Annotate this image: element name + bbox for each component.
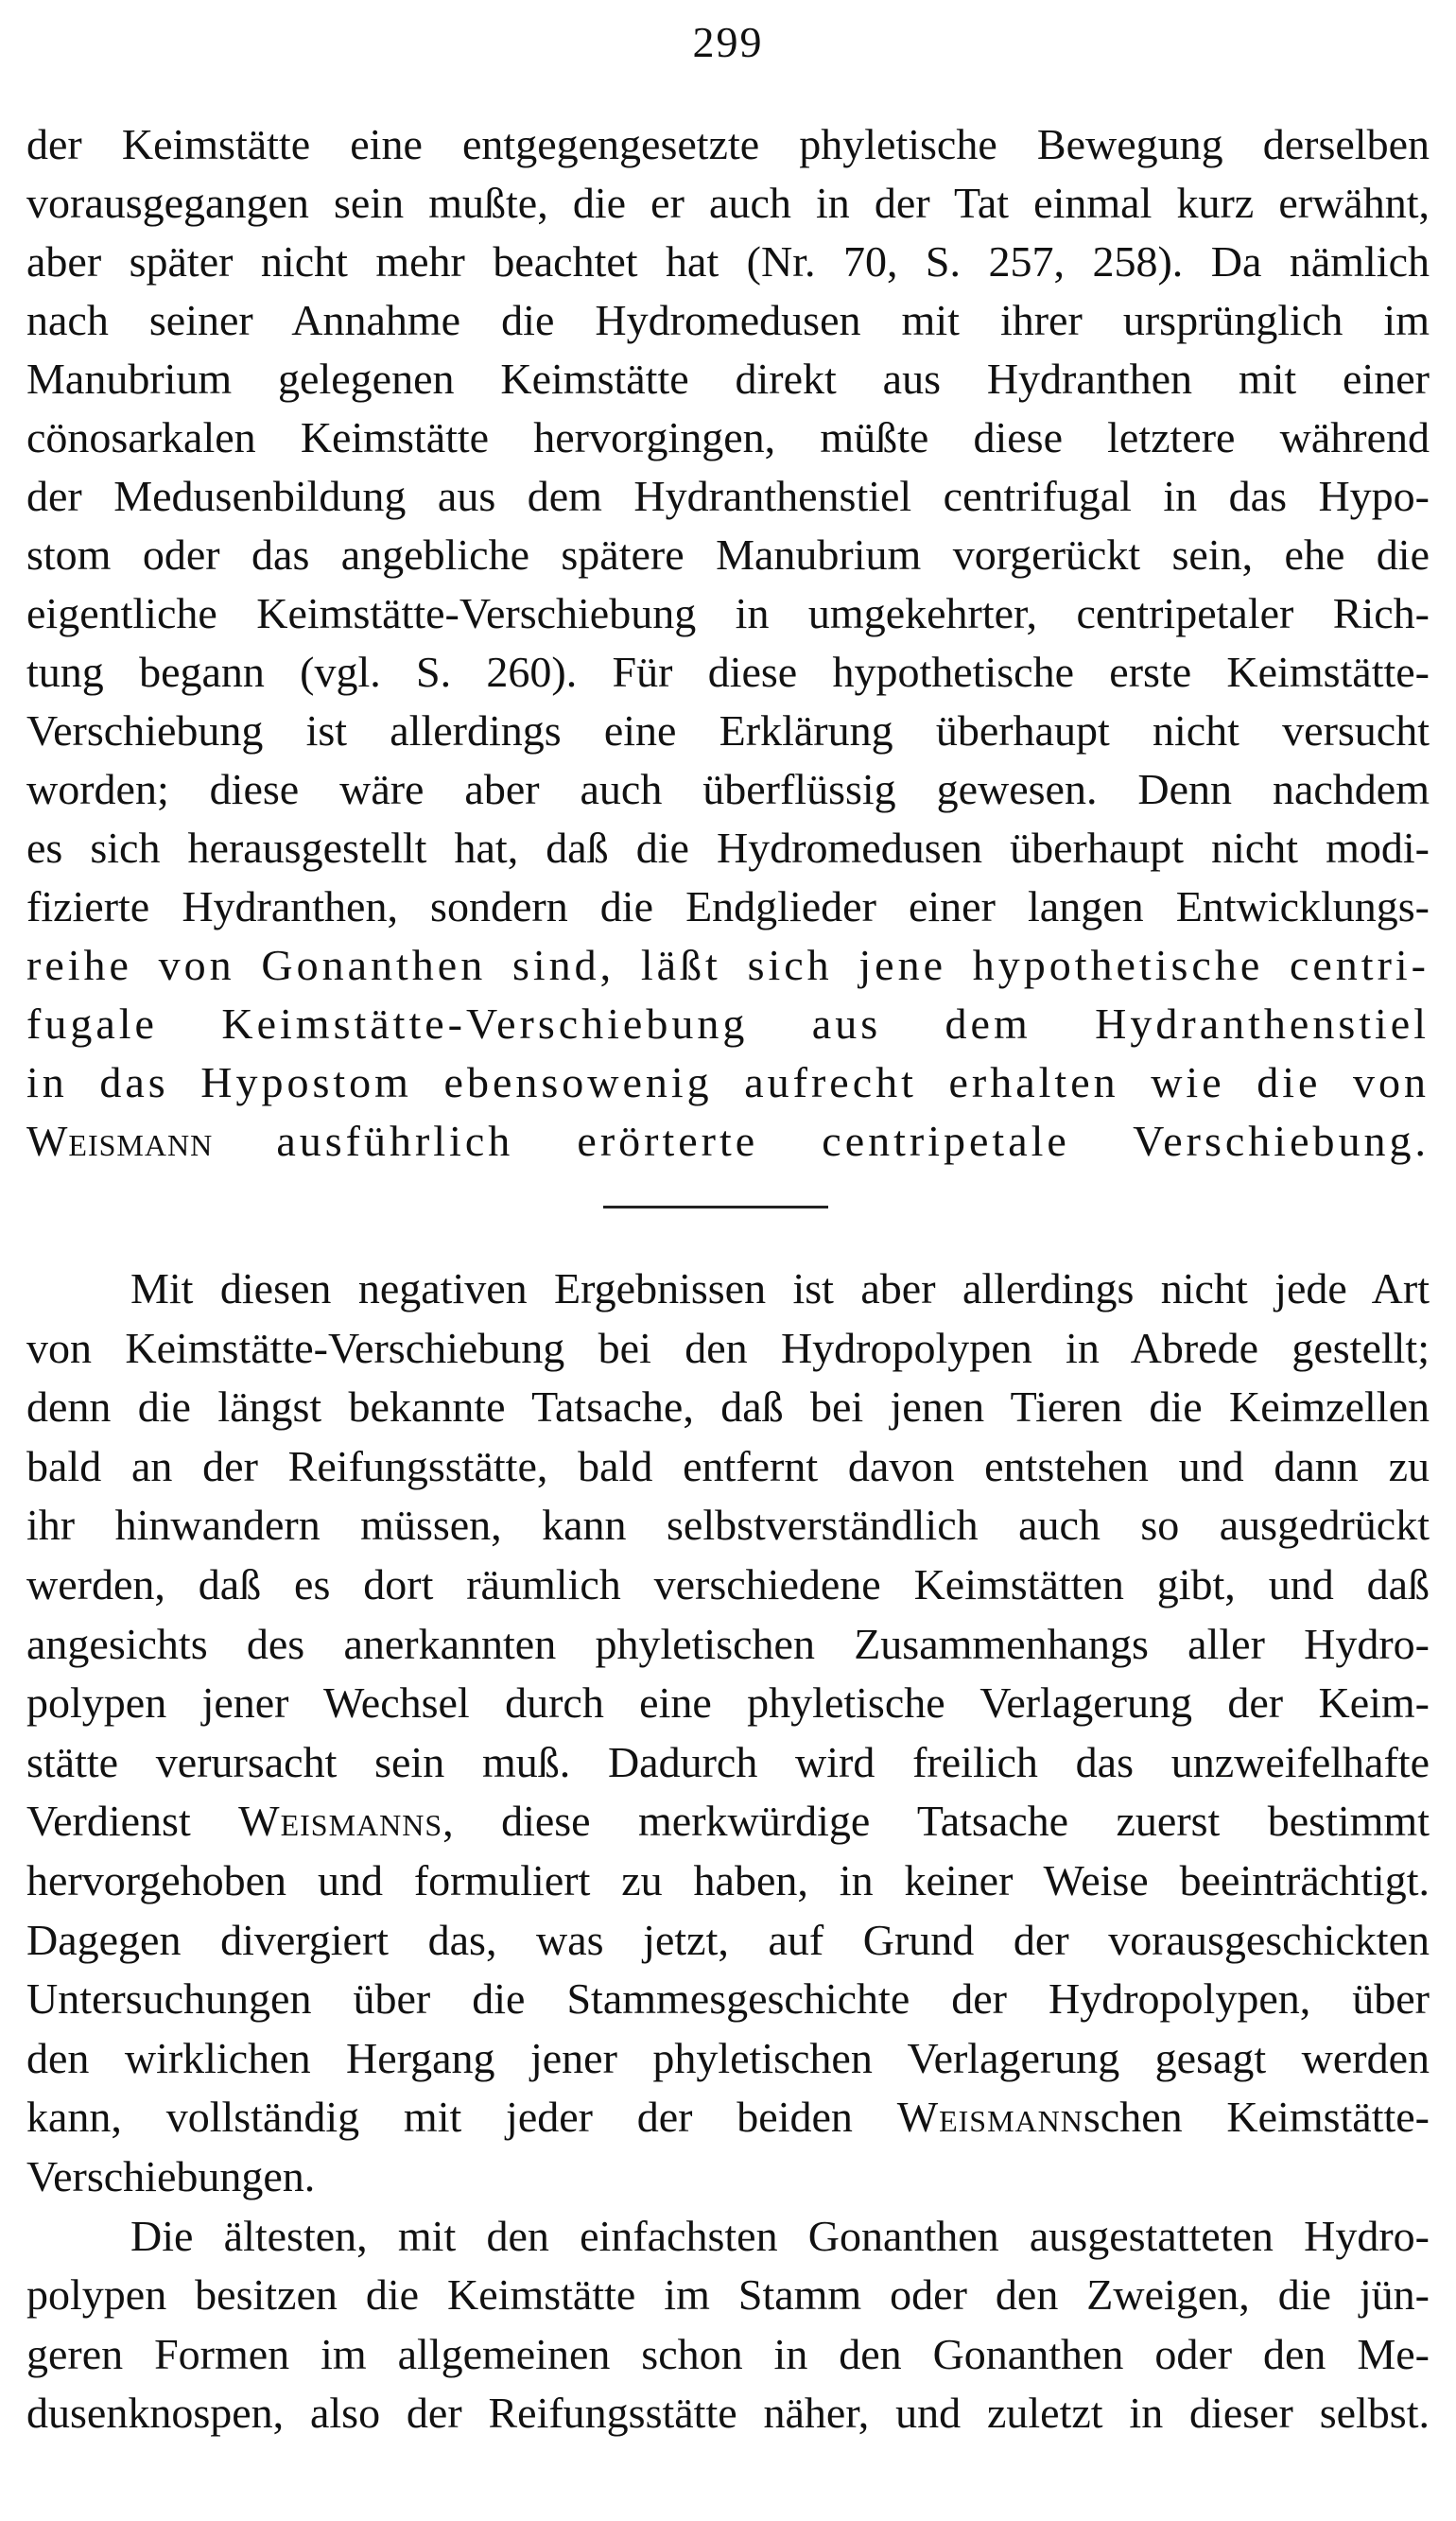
author-name-weismann: Weismann (896, 2093, 1083, 2142)
spaced-text-line-final (26, 1112, 1430, 1171)
line-start: kann, vollständig mit jeder der beiden (26, 2093, 897, 2142)
text-line: denn die längst bekannte Tatsache, daß bei jenen Tieren die Keimzellen (26, 1382, 1430, 1432)
text-line: polypen jener Wechsel durch eine phyletische Verlagerung der Keim- (26, 1678, 1430, 1728)
text-line: worden; diese wäre aber auch überflüssig gewesen. Denn nachdem (26, 765, 1430, 813)
text-line: nach seiner Annahme die Hydromedusen mit ihrer ursprünglich im (26, 296, 1430, 344)
text-line (26, 2088, 1430, 2147)
text-line: der Keimstätte eine entgegengesetzte phyletische Bewegung derselben (26, 120, 1430, 168)
text-line: den wirklichen Hergang jener phyletischen Verlagerung gesagt werden (26, 2033, 1430, 2082)
text-line: cönosarkalen Keimstätte hervorgingen, müßte diese letztere während (26, 413, 1430, 461)
text-line-final: Verschiebungen. (26, 2151, 316, 2200)
text-line: ihr hinwandern müssen, kann selbstverständlich auch so ausgedrückt (26, 1501, 1430, 1550)
line-continuation: ausführlich erörterte centripetale Verschiebung. (213, 1117, 1430, 1165)
text-line: Verschiebung ist allerdings eine Erklärung überhaupt nicht versucht (26, 706, 1430, 755)
text-line-indented: Die ältesten, mit den einfachsten Gonanthen ausgestatteten Hydro- (130, 2211, 1430, 2260)
text-line: fizierte Hydranthen, sondern die Endglieder einer langen Entwicklungs- (26, 882, 1430, 930)
text-line: Untersuchungen über die Stammesgeschichte der Hydropolypen, über (26, 1974, 1430, 2024)
text-line: polypen besitzen die Keimstätte im Stamm oder den Zweigen, die jün- (26, 2270, 1430, 2320)
author-name-weismanns: Weismanns (238, 1797, 443, 1846)
text-line: Dagegen divergiert das, was jetzt, auf Grund der vorausgeschickten (26, 1915, 1430, 1964)
text-line: Manubrium gelegenen Keimstätte direkt aus Hydranthen mit einer (26, 355, 1430, 403)
text-line: eigentliche Keimstätte-Verschiebung in umgekehrter, centripetaler Rich- (26, 589, 1430, 637)
text-line: von Keimstätte-Verschiebung bei den Hydropolypen in Abrede gestellt; (26, 1323, 1430, 1372)
text-line: werden, daß es dort räumlich verschiedene Keimstätten gibt, und daß (26, 1559, 1430, 1608)
text-line: vorausgegangen sein mußte, die er auch in der Tat einmal kurz erwähnt, (26, 179, 1430, 227)
text-line: stätte verursacht sein muß. Dadurch wird freilich das unzweifelhafte (26, 1737, 1430, 1786)
text-line: stom oder das angebliche spätere Manubrium vorgerückt sein, ehe die (26, 530, 1430, 579)
text-line: aber später nicht mehr beachtet hat (Nr. 70, S. 257, 258). Da nämlich (26, 237, 1430, 286)
line-continuation: schen Keimstätte- (1083, 2093, 1430, 2142)
text-line: bald an der Reifungsstätte, bald entfernt davon entstehen und dann zu (26, 1441, 1430, 1490)
text-line: es sich herausgestellt hat, daß die Hydromedusen überhaupt nicht modi- (26, 824, 1430, 872)
text-line: dusenknospen, also der Reifungsstätte näher, und zuletzt in dieser selbst. (26, 2389, 1430, 2438)
line-start: Verdienst (26, 1797, 239, 1846)
text-line: geren Formen im allgemeinen schon in den Gonanthen oder den Me- (26, 2329, 1430, 2378)
author-name-weismann: Weismann (26, 1117, 214, 1165)
text-line-indented: Mit diesen negativen Ergebnissen ist aber allerdings nicht jede Art (130, 1264, 1430, 1313)
section-divider (603, 1206, 828, 1208)
paragraph-1 (26, 115, 1430, 1171)
spaced-text-line: in das Hypostom ebensowenig aufrecht erhalten wie die von (26, 1058, 1430, 1106)
page-number: 299 (692, 18, 764, 66)
spaced-text-line: reihe von Gonanthen sind, läßt sich jene hypothetische centri- (26, 941, 1430, 989)
paragraph-2 (26, 1260, 1430, 2443)
line-continuation: , diese merkwürdige Tatsache zuerst bestimmt (442, 1797, 1430, 1846)
text-line: hervorgehoben und formuliert zu haben, in keiner Weise beeinträchtigt. (26, 1855, 1430, 1904)
text-line (26, 1792, 1430, 1852)
text-line: tung begann (vgl. S. 260). Für diese hypothetische erste Keimstätte- (26, 648, 1430, 696)
text-line: angesichts des anerkannten phyletischen Zusammenhangs aller Hydro- (26, 1619, 1430, 1668)
text-line: der Medusenbildung aus dem Hydranthenstiel centrifugal in das Hypo- (26, 472, 1430, 520)
spaced-text-line: fugale Keimstätte-Verschiebung aus dem Hydranthenstiel (26, 1000, 1430, 1048)
